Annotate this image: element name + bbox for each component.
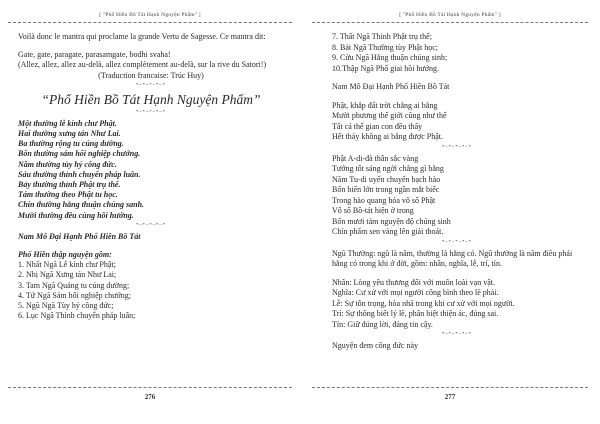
poem-line: Trong hào quang hóa vô số Phật [332,195,436,205]
verse-line: Bảy thường thỉnh Phật trụ thế. [18,180,121,190]
ornament-divider: *~*~*~*~* [136,221,166,227]
poem-line: Phật A-di-đà thân sắc vàng [332,153,419,163]
verse-list [18,119,284,221]
vow-item: 5. Ngũ Ngã Tùy hỷ công đức; [18,301,114,311]
ornament-divider: *~*~*~*~* [442,238,472,244]
closing-line: Nguyện đem công đức này [332,341,419,350]
verse-line: Một thường lễ kính chư Phật. [18,118,117,128]
poem-line: Vô số Bồ-tát hiện ở trong [332,206,414,215]
running-header: [ "Phổ Hiền Bồ Tát Hạnh Nguyện Phẩm" ] [399,12,501,18]
poem-line: Phật, khắp đất trời chẳng ai bằng [332,100,438,110]
poem-line: Hết thảy không ai bằng được Phật. [332,132,443,141]
vow-item: 6. Lục Ngã Thỉnh chuyển pháp luân; [18,311,136,321]
homage-line: Nam Mô Đại Hạnh Phổ Hiền Bồ Tát [18,231,141,241]
verse-line: Tám thường theo Phật tu học. [18,190,118,200]
poem-line: Bốn mươi tám nguyện độ chúng sinh [332,216,451,226]
vows-heading: Phổ Hiền thập nguyện gồm: [18,250,112,260]
page-number: 277 [444,393,456,401]
homage-line: Nam Mô Đại Hạnh Phổ Hiền Bồ Tát [332,82,450,91]
poem-line: Chín phẩm sen vàng lên giải thoát. [332,227,444,236]
vow-item: 10.Thập Ngã Phổ giai hồi hướng. [332,63,439,73]
vow-item: 4. Tứ Ngã Sám hối nghiệp chướng; [18,290,131,300]
intro-text: Voilà donc le mantra qui proclame la grande Vertu de Sagesse. Ce mantra dit: [18,32,266,41]
verse-line: Năm thường tùy hỷ công đức. [18,159,117,169]
ornament-divider: *~*~*~*~* [136,81,166,87]
mantra-text: Gate, gate, paragate, parasamgate, bodhi svaha! [18,50,171,60]
ornament-divider: *~*~*~*~* [442,331,472,336]
right-page-body [332,32,582,352]
footer-divider [312,387,588,388]
definition-item: Trí: Sự thông biết lý lẽ, phân biệt thiện ác, đúng sai. [332,309,499,318]
ornament-divider: *~*~*~*~* [136,108,166,114]
verse-line: Bốn thường sám hối nghiệp chướng. [18,149,141,159]
verse-line: Chín thường hằng thuận chúng sanh. [18,200,145,210]
chapter-title: “Phổ Hiền Bồ Tát Hạnh Nguyện Phẩm” [41,91,261,107]
definition-item: Nghĩa: Cư xử với mọi người công bình theo lẽ phải. [332,288,499,297]
poem-line: Năm Tu-di uyển chuyển bạch hào [332,174,441,184]
vow-item: 1. Nhất Ngã Lễ kính chư Phật; [18,260,116,270]
note-paragraph: Ngũ Thường: ngũ là năm, thường là hằng có. Ngũ thường là năm điều phải hằng có trong khi ở đời, gồm: nhân, nghĩa, lễ, trí, tín. [332,248,573,268]
verse-line: Ba thường rộng tu cúng dường. [18,139,124,149]
translator-credit: (Traduction francaise: Trúc Huy) [98,70,204,80]
footer-divider [8,387,292,388]
vow-item: 9. Cửu Ngã Hằng thuận chúng sinh; [332,53,448,62]
verse-line: Mười thường đều cùng hồi hướng. [18,210,134,220]
poem-line: Bốn biển lớn trong ngần mắt biếc [332,185,440,194]
ornament-divider: *~*~*~*~* [442,143,472,149]
header-divider [8,22,292,23]
vow-item: 2. Nhị Ngã Xưng tán Như Lai; [18,270,117,280]
poem-line: Tướng tốt sáng ngời chẳng gì bằng [332,164,444,173]
poem-line: Mười phương thế giới cũng như thế [332,111,447,120]
header-divider [312,22,588,23]
running-header: [ "Phổ Hiền Bồ Tát Hạnh Nguyện Phẩm" ] [99,12,201,18]
left-page [8,0,292,424]
verse-line: Sáu thường thỉnh chuyển pháp luân. [18,169,141,179]
vow-item: 3. Tam Ngã Quảng tu cúng dường; [18,280,130,290]
right-page [312,0,588,424]
definition-item: Lễ: Sự tôn trọng, hòa nhã trong khi cư xử với mọi người. [332,298,515,308]
poem-line: Tất cả thế gian con đều thấy [332,121,423,131]
mantra-translation: (Allez, allez, allez au-delà, allez complètement au-delà, sur la rive du Satori!) [18,60,267,70]
page-number: 276 [144,393,156,401]
definition-item: Tín: Giữ đúng lời, đáng tin cậy. [332,319,433,329]
verse-line: Hai thường xưng tán Như Lai. [18,129,121,139]
vow-item: 7. Thất Ngã Thỉnh Phật trụ thế; [332,32,432,41]
left-page-body [18,32,284,321]
vow-item: 8. Bát Ngã Thường tùy Phật học; [332,42,438,52]
definition-item: Nhân: Lòng yêu thương đối với muôn loài vạn vật. [332,277,495,287]
